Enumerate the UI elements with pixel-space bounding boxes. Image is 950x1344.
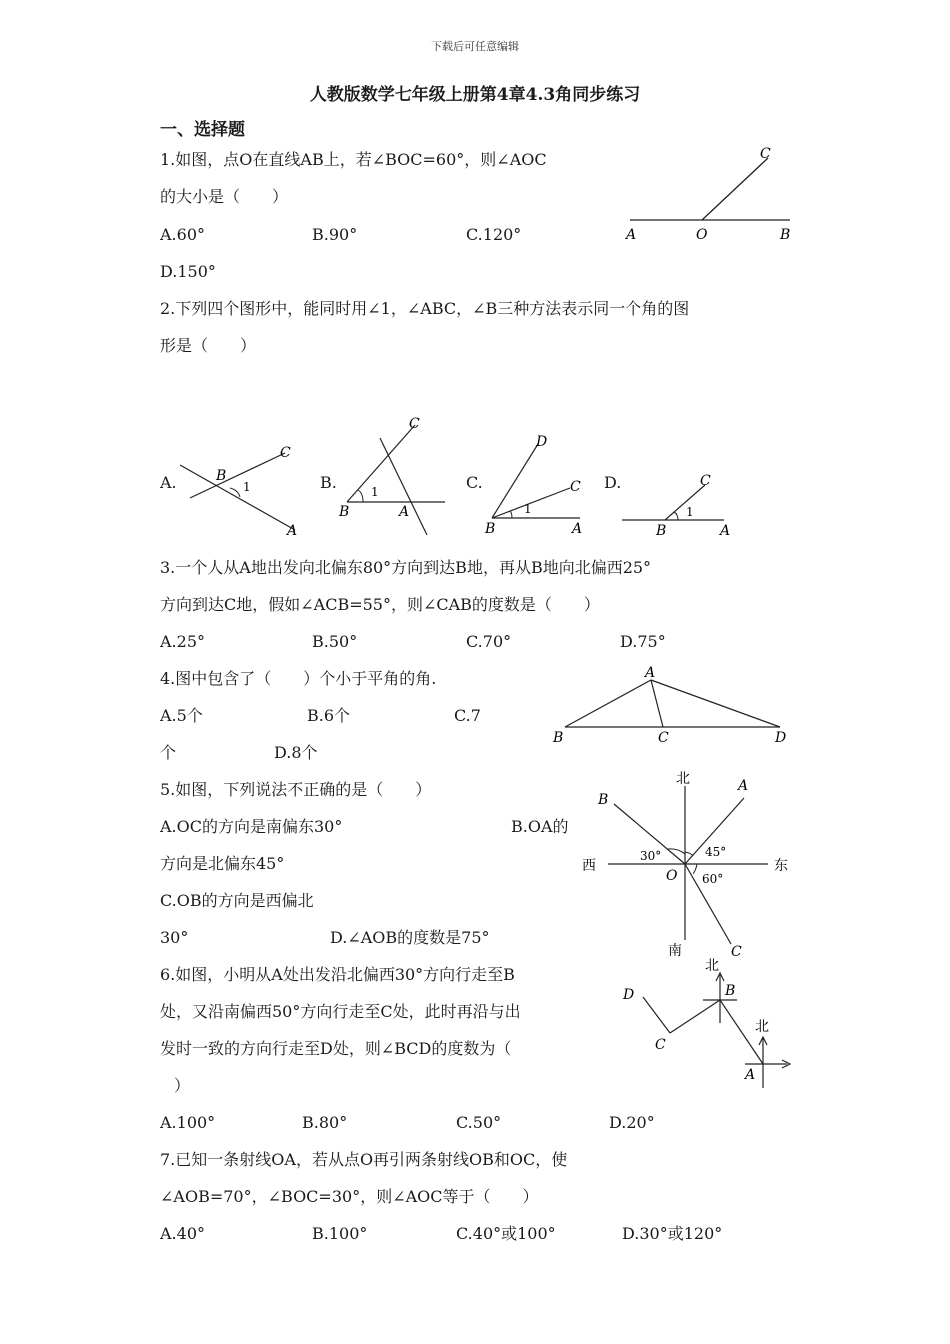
q5-label-o: O: [666, 868, 678, 884]
q5-option-c: C.OB的方向是西偏北: [160, 891, 314, 910]
q4-label-a: A: [645, 665, 656, 681]
q2c-label-a: A: [572, 521, 583, 537]
q1-option-a: A.60°: [160, 225, 205, 244]
q2c-label-b: B: [485, 521, 496, 537]
q6-stem-line1: 6.如图，小明从A处出发沿北偏西30°方向行走至B: [160, 965, 515, 984]
q3-option-b: B.50°: [312, 632, 358, 651]
q6-label-c: C: [655, 1037, 666, 1053]
q2a-label-b: B: [216, 468, 227, 484]
q1-stem-line2: 的大小是（ ）: [160, 187, 289, 206]
q3-option-c: C.70°: [466, 632, 512, 651]
q6-label-a: A: [745, 1067, 756, 1083]
q7-option-c: C.40°或100°: [456, 1224, 556, 1243]
q7-option-a: A.40°: [160, 1224, 205, 1243]
q7-option-b: B.100°: [312, 1224, 368, 1243]
q5-label-b: B: [598, 792, 609, 808]
q2a-label-c: C: [280, 445, 291, 461]
q2-figure-a: [170, 440, 310, 540]
q2-option-a: A.: [160, 473, 177, 492]
page-header: 下载后可任意编辑: [431, 40, 519, 53]
q4-option-a: A.5个: [160, 706, 203, 725]
q2-stem-line2: 形是（ ）: [160, 336, 257, 355]
q2-stem-line1: 2.下列四个图形中，能同时用∠1，∠ABC，∠B三种方法表示同一个角的图: [160, 299, 690, 318]
q2a-angle-1: 1: [243, 480, 251, 494]
q6-option-a: A.100°: [160, 1113, 216, 1132]
q6-option-c: C.50°: [456, 1113, 502, 1132]
q2d-label-c: C: [700, 473, 711, 489]
q3-stem-line1: 3.一个人从A地出发向北偏东80°方向到达B地，再从B地向北偏西25°: [160, 558, 652, 577]
q7-stem-line1: 7.已知一条射线OA，若从点O再引两条射线OB和OC，使: [160, 1150, 568, 1169]
q4-label-c: C: [658, 730, 669, 746]
q7-stem-line2: ∠AOB=70°，∠BOC=30°，则∠AOC等于（ ）: [160, 1187, 539, 1206]
q6-option-d: D.20°: [609, 1113, 655, 1132]
q5-label-a: A: [738, 778, 749, 794]
q4-option-c-cont: 个: [160, 743, 177, 762]
q5-angle-60: 60°: [702, 872, 724, 886]
q2d-label-a: A: [720, 523, 731, 539]
q2c-angle-1: 1: [524, 502, 532, 516]
q2d-label-b: B: [656, 523, 667, 539]
q2-option-b: B.: [320, 473, 337, 492]
q5-option-c-cont: 30°: [160, 928, 189, 947]
q2-figure-c: [480, 430, 600, 540]
q1-label-a: A: [626, 227, 637, 243]
q5-stem-line1: 5.如图，下列说法不正确的是（ ）: [160, 780, 432, 799]
q5-label-c: C: [731, 944, 742, 960]
q2a-label-a: A: [287, 523, 298, 539]
q5-east-label: 东: [774, 858, 788, 874]
q6-label-b: B: [725, 983, 736, 999]
q2d-angle-1: 1: [686, 505, 694, 519]
q4-figure: [545, 660, 805, 750]
q4-option-c: C.7: [454, 706, 481, 725]
q1-label-o: O: [696, 227, 708, 243]
q2b-label-c: C: [409, 416, 420, 432]
q2-figure-d: [620, 465, 740, 545]
q5-angle-45: 45°: [705, 845, 727, 859]
q4-label-b: B: [553, 730, 564, 746]
q6-option-b: B.80°: [302, 1113, 348, 1132]
q4-option-b: B.6个: [307, 706, 351, 725]
q5-angle-30: 30°: [640, 849, 662, 863]
q5-option-b-cont: 方向是北偏东45°: [160, 854, 285, 873]
q1-option-b: B.90°: [312, 225, 358, 244]
q5-option-a: A.OC的方向是南偏东30°: [160, 817, 343, 836]
q3-option-a: A.25°: [160, 632, 205, 651]
q2-option-d: D.: [604, 473, 622, 492]
page-title: 人教版数学七年级上册第4章4.3角同步练习: [309, 85, 641, 105]
q4-label-d: D: [775, 730, 787, 746]
q6-stem-line4: ）: [174, 1076, 191, 1095]
q6-stem-line2: 处，又沿南偏西50°方向行走至C处，此时再沿与出: [160, 1002, 521, 1021]
q5-north-label: 北: [676, 771, 690, 787]
q1-option-d: D.150°: [160, 262, 216, 281]
q1-label-c: C: [760, 146, 771, 162]
q1-label-b: B: [780, 227, 791, 243]
q2c-label-d: D: [536, 434, 548, 450]
q6-north-label-1: 北: [705, 958, 719, 974]
q3-stem-line2: 方向到达C地，假如∠ACB=55°，则∠CAB的度数是（ ）: [160, 595, 600, 614]
q3-option-d: D.75°: [620, 632, 666, 651]
q1-option-c: C.120°: [466, 225, 522, 244]
q6-label-d: D: [623, 987, 635, 1003]
q1-figure: [620, 140, 800, 250]
q4-stem-line1: 4.图中包含了（ ）个小于平角的角.: [160, 669, 437, 688]
q5-option-b: B.OA的: [511, 817, 569, 836]
q1-stem-line1: 1.如图，点O在直线AB上，若∠BOC=60°，则∠AOC: [160, 150, 547, 169]
q2-figure-b: [335, 410, 455, 540]
q2b-angle-1: 1: [371, 485, 379, 499]
section-heading: 一、选择题: [160, 120, 245, 140]
q4-option-d: D.8个: [274, 743, 318, 762]
q5-west-label: 西: [582, 858, 596, 874]
q5-south-label: 南: [668, 943, 682, 959]
q2c-label-c: C: [570, 479, 581, 495]
q5-compass-figure: [578, 768, 798, 960]
q6-stem-line3: 发时一致的方向行走至D处，则∠BCD的度数为（: [160, 1039, 512, 1058]
q2b-label-b: B: [339, 504, 350, 520]
q5-option-d: D.∠AOB的度数是75°: [330, 928, 490, 947]
q7-option-d: D.30°或120°: [622, 1224, 723, 1243]
q6-north-label-2: 北: [755, 1019, 769, 1035]
q2-option-c: C.: [466, 473, 483, 492]
q2b-label-a: A: [399, 504, 410, 520]
q6-figure: [615, 955, 805, 1095]
